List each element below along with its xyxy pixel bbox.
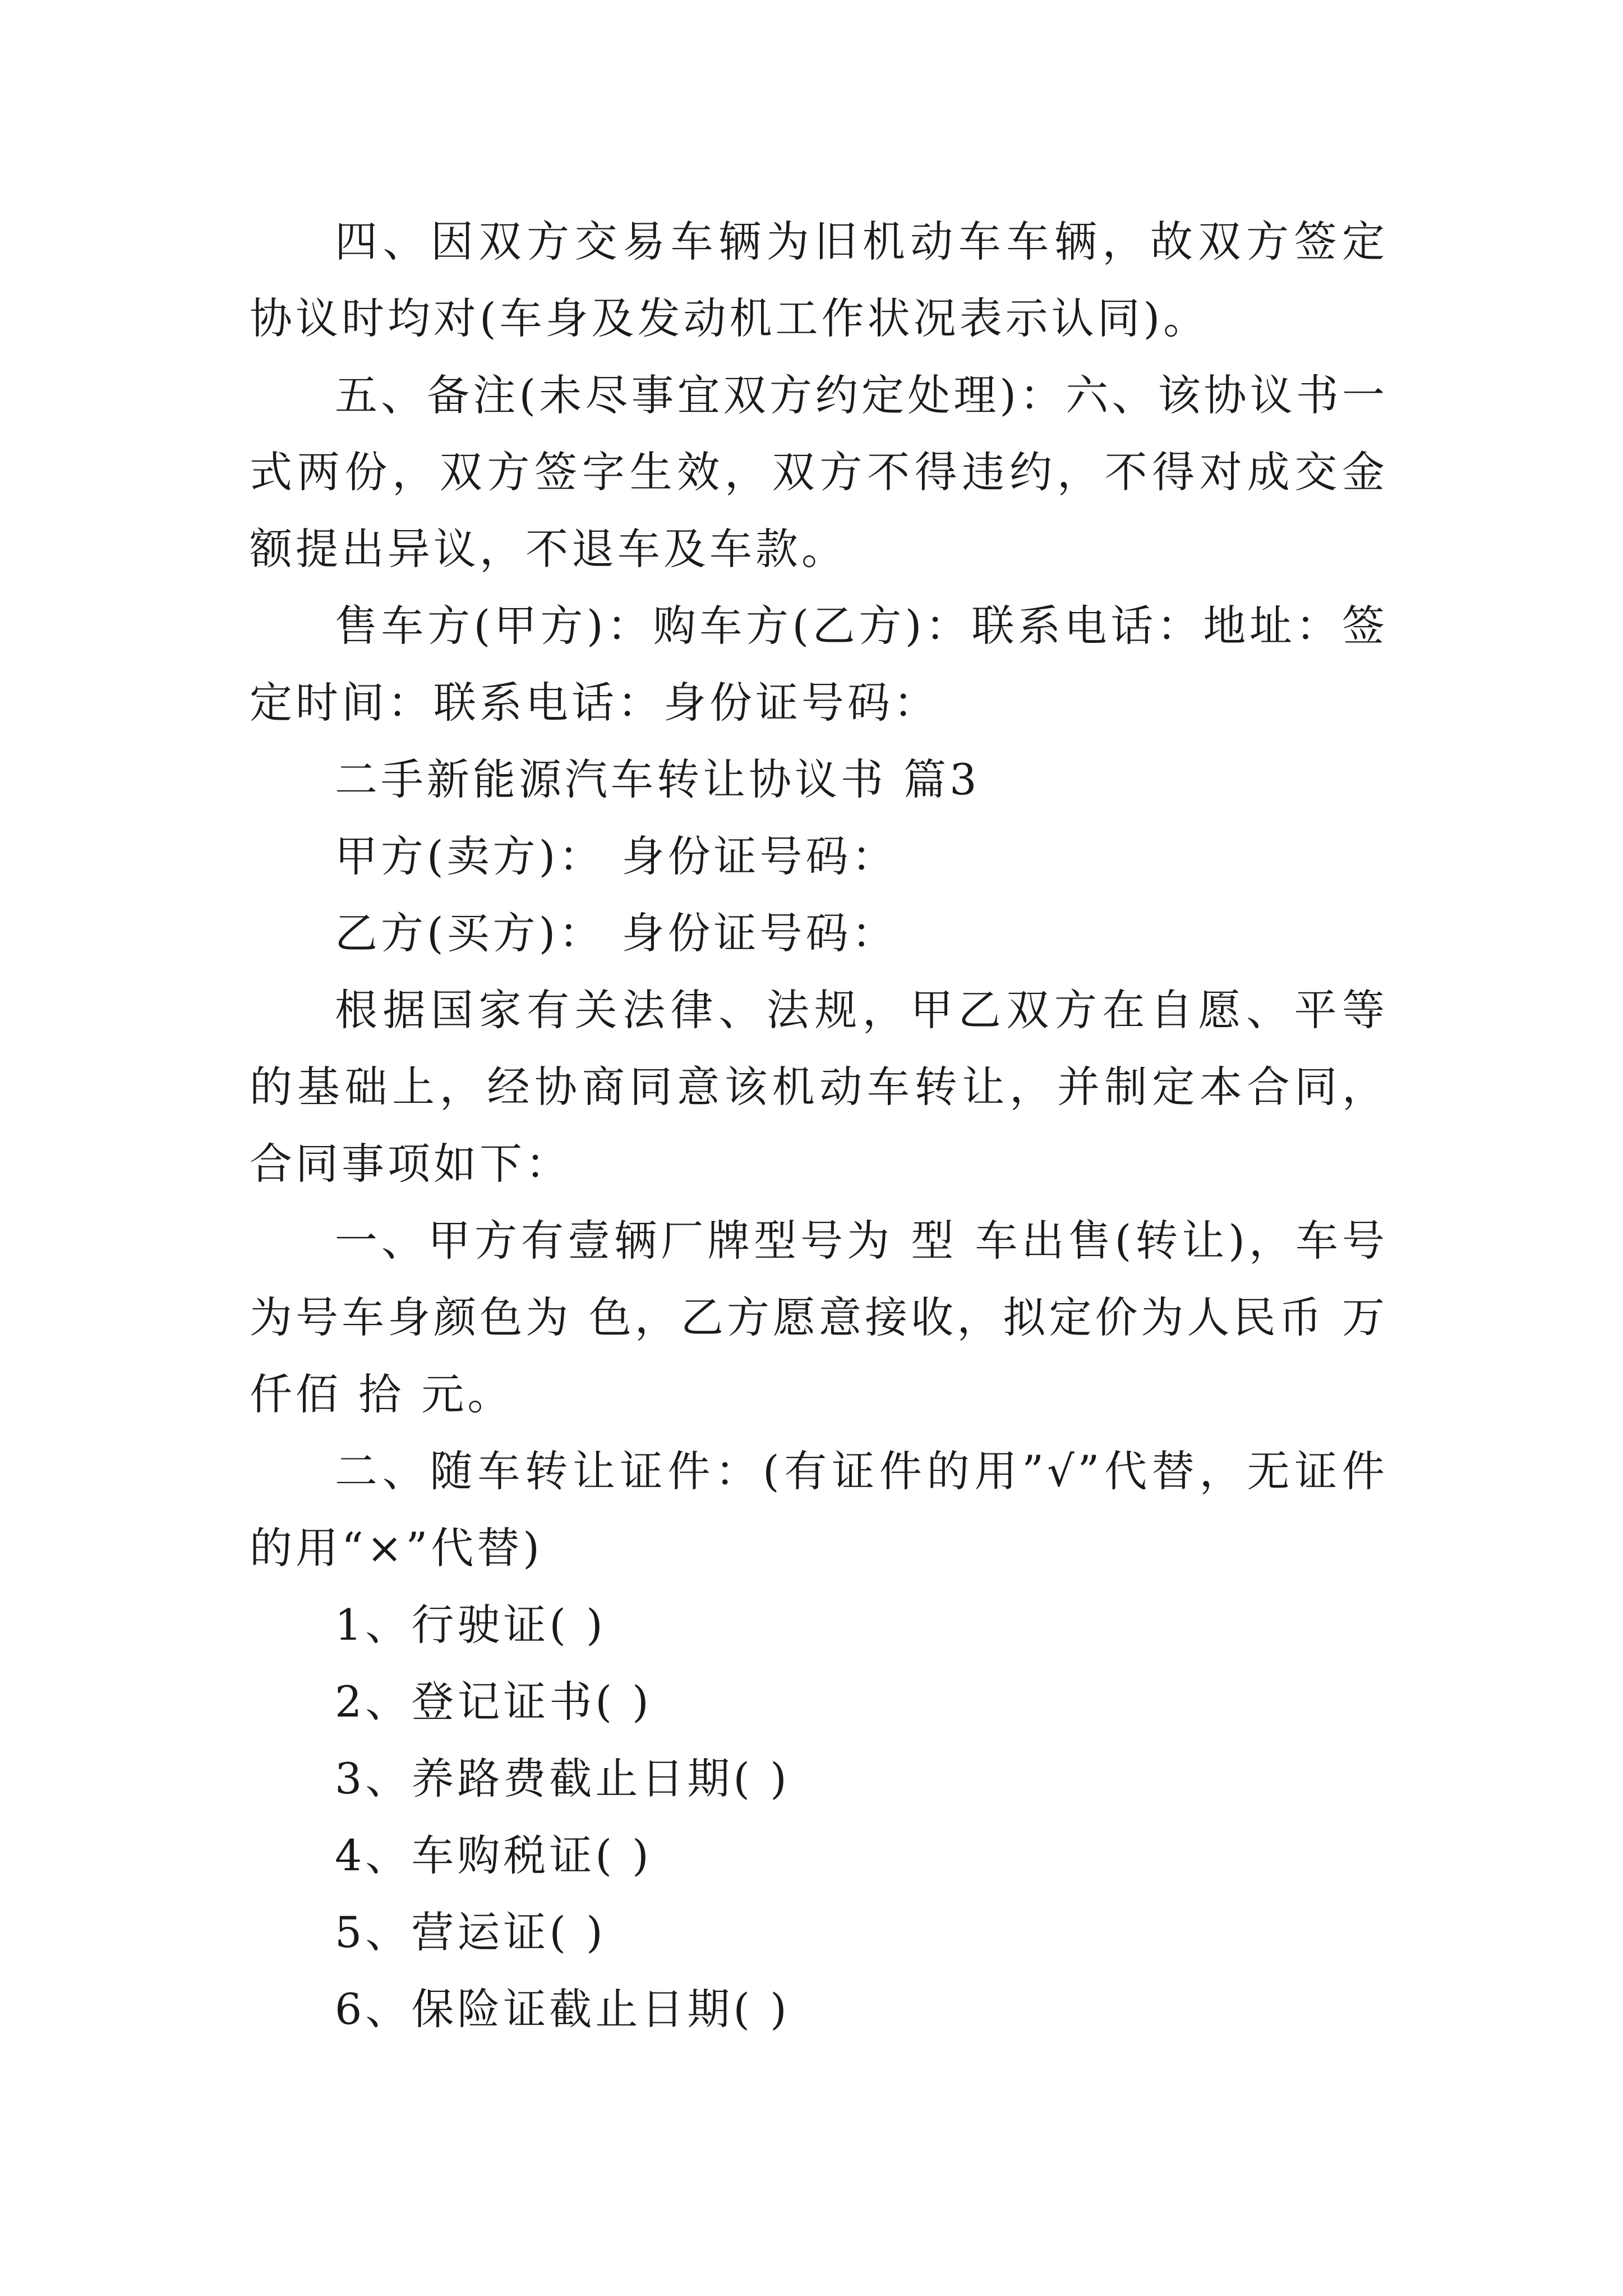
paragraph-clause-2: 二、随车转让证件：(有证件的用”√”代替，无证件的用“×”代替) bbox=[250, 1446, 1388, 1573]
section-title: 二手新能源汽车转让协议书 篇3 bbox=[335, 754, 980, 804]
party-b-line: 乙方(买方)： 身份证号码： bbox=[335, 908, 898, 958]
list-item-driving-license: 1、行驶证( ) bbox=[335, 1600, 606, 1650]
list-item-purchase-tax: 4、车购税证( ) bbox=[335, 1830, 652, 1880]
list-item-road-fee: 3、养路费截止日期( ) bbox=[335, 1754, 790, 1803]
paragraph-clause-4: 四、因双方交易车辆为旧机动车车辆，故双方签定协议时均对(车身及发动机工作状况表示认同)。 bbox=[250, 217, 1388, 343]
paragraph-clause-5-6: 五、备注(未尽事宜双方约定处理)：六、该协议书一式两份，双方签字生效，双方不得违约，不得对成交金额提出异议，不退车及车款。 bbox=[250, 370, 1388, 574]
paragraph-preamble: 根据国家有关法律、法规，甲乙双方在自愿、平等的基础上，经协商同意该机动车转让，并制定本合同，合同事项如下： bbox=[250, 985, 1388, 1189]
document-body bbox=[250, 203, 1388, 2047]
paragraph-clause-1: 一、甲方有壹辆厂牌型号为 型 车出售(转让)，车号为号车身颜色为 色，乙方愿意接收，拟定价为人民币 万 仟佰 拾 元。 bbox=[250, 1216, 1388, 1419]
list-item-operating-permit: 5、营运证( ) bbox=[335, 1907, 606, 1957]
party-a-line: 甲方(卖方)： 身份证号码： bbox=[335, 831, 898, 881]
paragraph-signatures: 售车方(甲方)：购车方(乙方)：联系电话：地址：签定时间：联系电话：身份证号码： bbox=[250, 601, 1388, 728]
list-item-registration: 2、登记证书( ) bbox=[335, 1677, 652, 1727]
list-item-insurance: 6、保险证截止日期( ) bbox=[335, 1984, 790, 2034]
